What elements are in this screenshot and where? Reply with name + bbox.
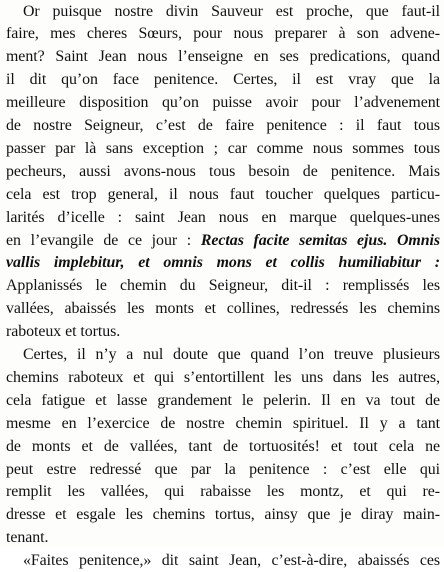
text-segment: cela fatigue et lasse grandement le pelerin. Il en va tout de [6, 391, 440, 409]
text-segment: de monts et de vallées, tant de tortuosités! et tout cela ne [6, 437, 440, 455]
text-line [6, 459, 440, 481]
text-line [6, 504, 440, 526]
text-segment: «Faites penitence,» dit saint Jean, c’est-à-dire, abaissés ces [23, 552, 440, 570]
text-segment: dresse et esgale les chemins tortus, ainsy que je diray main- [6, 506, 440, 524]
text-segment: cela est trop general, il nous faut toucher quelques particu- [6, 185, 440, 203]
text-segment: passer par là sans exception ; car comme nous sommes tous [6, 139, 440, 157]
text-line [6, 252, 440, 274]
text-segment: vallées, abaissés les monts et collines, redressés les chemins [6, 300, 440, 318]
text-segment: Applanissés le chemin du Seigneur, dit-il : remplissés les [6, 277, 440, 295]
text-line [6, 115, 440, 137]
text-segment: il dit qu’on face penitence. Certes, il est vray que la [6, 71, 440, 89]
text-segment: Certes, il n’y a nul doute que quand l’on treuve plusieurs [23, 346, 440, 363]
text-segment: meilleure disposition qu’on puisse avoir pour l’advenement [6, 94, 440, 112]
text-line [6, 46, 440, 68]
text-line [6, 321, 120, 343]
text-line [6, 230, 440, 252]
latin-quotation: Rectas facite semitas ejus. Omnis [200, 231, 440, 249]
text-line [6, 527, 48, 549]
text-line [23, 1, 440, 23]
text-line [23, 550, 440, 572]
text-line [6, 138, 440, 160]
text-line [6, 298, 440, 320]
text-line [6, 207, 440, 229]
text-segment: mesme en l’exercice de nostre chemin spirituel. Il y a tant [6, 414, 440, 432]
text-segment: chemins raboteux et qui s’entortillent les uns dans les autres, [6, 368, 440, 386]
text-segment: larités d’icelle : saint Jean nous en marque quelques-unes [6, 208, 440, 226]
text-segment: faire, mes cheres Sœurs, pour nous preparer à son advene- [6, 25, 440, 43]
text-segment: de nostre Seigneur, c’est de faire penitence : il faut tous [6, 117, 440, 134]
text-segment: pecheurs, aussi avons-nous tous besoin de penitence. Mais [6, 162, 440, 180]
text-line [6, 69, 440, 91]
text-segment: raboteux et tortus. [6, 323, 121, 341]
text-segment: en l’evangile de ce jour : [6, 231, 201, 249]
text-line [6, 413, 440, 435]
text-line [6, 436, 440, 458]
text-line [23, 344, 440, 366]
text-line [6, 161, 440, 183]
text-line [6, 481, 440, 503]
text-segment: ment? Saint Jean nous l’enseigne en ses predications, quand [6, 48, 440, 66]
text-line [6, 275, 440, 297]
text-segment: tenant. [6, 529, 49, 547]
text-segment: Or puisque nostre divin Sauveur est proche, que faut-il [23, 2, 440, 20]
text-line [6, 92, 440, 114]
text-segment: peut estre redressé que par la penitence : c’est elle qui [6, 460, 440, 478]
text-line [6, 367, 440, 389]
text-line [6, 390, 440, 412]
latin-quotation: vallis implebitur, et omnis mons et collis humiliabitur : [6, 254, 440, 272]
text-line [6, 184, 440, 206]
text-segment: remplit les vallées, qui rabaisse les montz, et qui re- [6, 483, 440, 501]
text-line [6, 23, 440, 45]
